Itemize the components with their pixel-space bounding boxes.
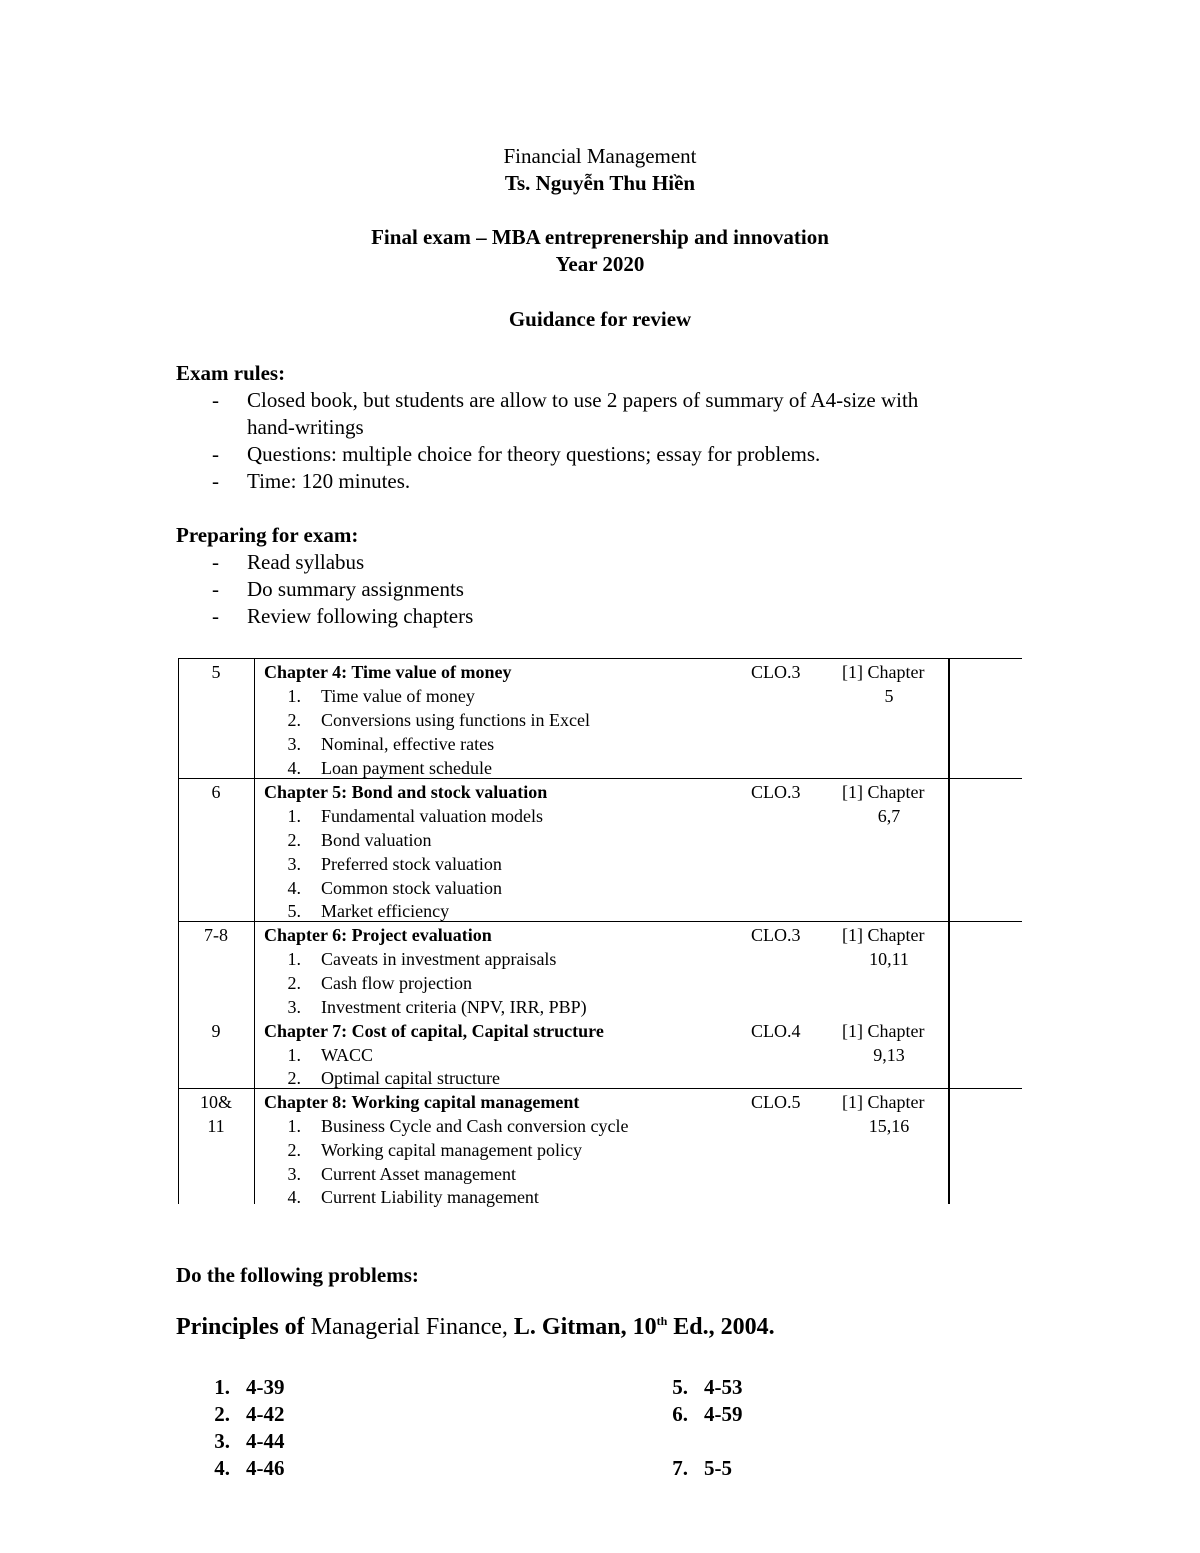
topic-item: Loan payment schedule [321,758,492,778]
item-number: 1. [287,1045,301,1065]
topic-item: Bond valuation [321,830,432,850]
topic-item: Fundamental valuation models [321,806,543,826]
bullet-dash: - [212,469,219,493]
table-rule [178,658,1022,659]
prep-item: Review following chapters [247,604,474,628]
item-number: 3. [287,734,301,754]
reference-cell: [1] Chapter [842,662,925,682]
bullet-dash: - [212,550,219,574]
item-number: 3. [287,1164,301,1184]
table-rule [178,778,1022,779]
rule-item-continued: hand-writings [247,415,364,439]
item-number: 2. [287,1140,301,1160]
item-number: 2. [287,830,301,850]
clo-cell: CLO.4 [751,1021,801,1041]
exam-rules-heading: Exam rules: [176,361,286,385]
rule-item: Questions: multiple choice for theory questions; essay for problems. [247,442,821,466]
topic-item: Nominal, effective rates [321,734,495,754]
week-cell: 6 [211,782,221,802]
rule-item: Time: 120 minutes. [247,469,411,493]
table-rule [948,658,950,1204]
clo-cell: CLO.3 [751,782,801,802]
topic-item: Cash flow projection [321,973,472,993]
table-rule [254,658,255,1204]
item-number: 2. [287,973,301,993]
reference-chapters: 5 [884,686,894,706]
chapter-title: Chapter 4: Time value of money [264,662,512,682]
reference-cell: [1] Chapter [842,1092,925,1112]
preparing-list [0,550,1200,635]
topic-item: Investment criteria (NPV, IRR, PBP) [321,997,587,1017]
lecturer-name: Ts. Nguyễn Thu Hiền [504,171,696,195]
reference-chapters: 6,7 [877,806,901,826]
item-number: 4. [287,878,301,898]
bullet-dash: - [212,577,219,601]
bullet-dash: - [212,388,219,412]
clo-cell: CLO.5 [751,1092,801,1112]
prep-item: Read syllabus [247,550,365,574]
bullet-dash: - [212,442,219,466]
textbook-reference [176,1314,775,1341]
topic-item: Current Asset management [321,1164,516,1184]
textbook-author: L. Gitman, 10 [507,1314,657,1340]
table-rule [178,658,179,1204]
problem-item: 4-39 [246,1375,285,1399]
week-cell: 10& [199,1092,232,1112]
reference-chapters: 9,13 [873,1045,905,1065]
problem-item: 4-42 [246,1402,285,1426]
topic-item: Business Cycle and Cash conversion cycle [321,1116,629,1136]
reference-cell: [1] Chapter [842,925,925,945]
problem-number: 3. [214,1429,230,1453]
item-number: 4. [287,758,301,778]
item-number: 2. [287,1068,301,1088]
week-cell-continued: 11 [207,1116,225,1136]
bullet-dash: - [212,604,219,628]
topic-item: Common stock valuation [321,878,502,898]
course-title: Financial Management [503,144,697,168]
clo-cell: CLO.3 [751,925,801,945]
chapter-title: Chapter 7: Cost of capital, Capital structure [264,1021,604,1041]
week-cell: 7-8 [204,925,228,945]
item-number: 3. [287,997,301,1017]
topic-item: Conversions using functions in Excel [321,710,590,730]
problem-number: 4. [214,1456,230,1480]
problem-number: 2. [214,1402,230,1426]
table-rule [178,921,1022,922]
problem-number: 7. [672,1456,688,1480]
reference-cell: [1] Chapter [842,782,925,802]
problem-item: 4-59 [704,1402,743,1426]
exam-rules-list [0,388,1200,498]
rule-item: Closed book, but students are allow to use 2 papers of summary of A4-size with [247,388,919,412]
problem-item: 5-5 [704,1456,732,1480]
item-number: 2. [287,710,301,730]
chapter-title: Chapter 6: Project evaluation [264,925,492,945]
problem-number: 1. [214,1375,230,1399]
topic-item: Caveats in investment appraisals [321,949,557,969]
item-number: 4. [287,1187,301,1207]
item-number: 1. [287,806,301,826]
item-number: 1. [287,949,301,969]
item-number: 1. [287,1116,301,1136]
textbook-edition: Ed., 2004. [667,1314,775,1340]
problems-heading: Do the following problems: [176,1263,419,1287]
chapter-title: Chapter 5: Bond and stock valuation [264,782,548,802]
problem-number: 6. [672,1402,688,1426]
topic-item: Working capital management policy [321,1140,582,1160]
exam-title: Final exam – MBA entreprenership and innovation [371,225,829,249]
textbook-title-part: Managerial Finance, [304,1314,508,1340]
item-number: 5. [287,901,301,921]
item-number: 3. [287,854,301,874]
prep-item: Do summary assignments [247,577,464,601]
problem-item: 4-53 [704,1375,743,1399]
chapter-title: Chapter 8: Working capital management [264,1092,580,1112]
edition-superscript: th [656,1314,668,1328]
week-cell: 5 [211,662,221,682]
clo-cell: CLO.3 [751,662,801,682]
topic-item: Preferred stock valuation [321,854,502,874]
exam-year: Year 2020 [555,252,645,276]
reference-chapters: 15,16 [868,1116,910,1136]
reference-cell: [1] Chapter [842,1021,925,1041]
topic-item: WACC [321,1045,374,1065]
topic-item: Market efficiency [321,901,450,921]
topic-item: Optimal capital structure [321,1068,500,1088]
problem-number: 5. [672,1375,688,1399]
week-cell: 9 [211,1021,221,1041]
textbook-title-part: Principles of [176,1314,305,1340]
item-number: 1. [287,686,301,706]
reference-chapters: 10,11 [869,949,909,969]
problem-item: 4-46 [246,1456,285,1480]
table-rule [178,1088,1022,1089]
topic-item: Time value of money [321,686,475,706]
topic-item: Current Liability management [321,1187,539,1207]
problem-item: 4-44 [246,1429,285,1453]
preparing-heading: Preparing for exam: [176,523,359,547]
guidance-heading: Guidance for review [508,307,692,331]
